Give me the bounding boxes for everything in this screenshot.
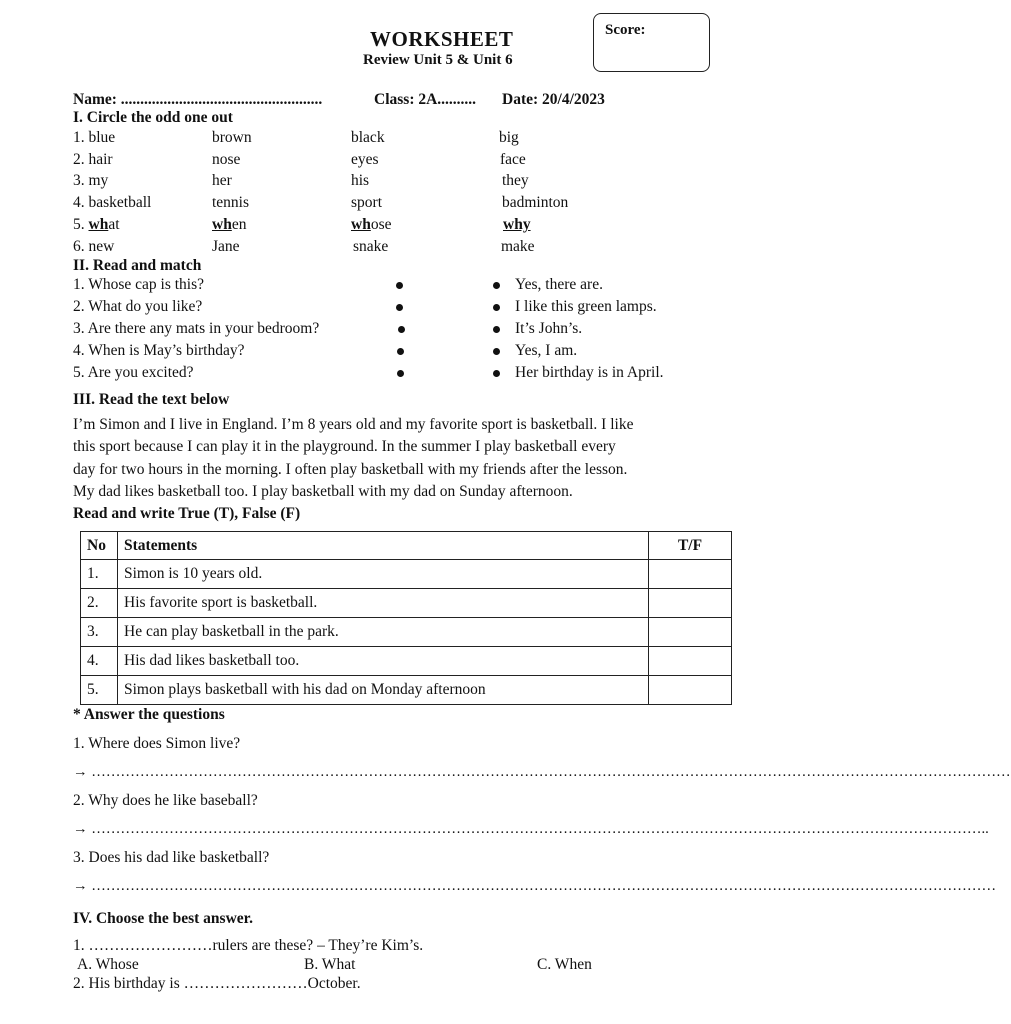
match-answer: I like this green lamps. <box>515 298 657 315</box>
word-rest: en <box>231 216 247 233</box>
match-question: 4. When is May’s birthday? <box>73 342 245 359</box>
odd-one-word[interactable]: 6. new <box>73 238 115 255</box>
statement: Simon plays basketball with his dad on Monday afternoon <box>118 676 649 705</box>
match-answer: It’s John’s. <box>515 320 583 337</box>
comprehension-question: 3. Does his dad like basketball? <box>73 849 270 866</box>
table-row <box>81 618 732 647</box>
section2-title: II. Read and match <box>73 257 202 274</box>
choice-option[interactable]: B. What <box>304 956 356 973</box>
date-field: Date: 20/4/2023 <box>502 91 605 108</box>
odd-one-word[interactable]: snake <box>353 238 389 255</box>
odd-one-word[interactable]: brown <box>212 129 252 146</box>
table-row <box>81 560 732 589</box>
odd-one-word[interactable]: face <box>500 151 526 168</box>
odd-one-word[interactable]: 2. hair <box>73 151 113 168</box>
match-question: 3. Are there any mats in your bedroom? <box>73 320 320 337</box>
passage-line: day for two hours in the morning. I often play basketball with my friends after the lesson. <box>73 460 628 478</box>
section3-title: III. Read the text below <box>73 391 230 408</box>
match-dot-right[interactable] <box>493 304 500 311</box>
underlined-letters: wh <box>212 216 232 233</box>
odd-one-word[interactable] <box>73 216 120 234</box>
odd-one-word[interactable]: Jane <box>212 238 240 255</box>
underlined-letters: wh <box>351 216 371 233</box>
row-number: 4. <box>81 647 118 676</box>
match-answer: Yes, I am. <box>515 342 578 359</box>
column-header: Statements <box>118 532 649 560</box>
row-number: 5. <box>81 676 118 705</box>
match-dot-left[interactable] <box>398 326 405 333</box>
word-rest: ose <box>370 216 392 233</box>
table-row <box>81 589 732 618</box>
score-box <box>593 13 710 72</box>
score-label: Score: <box>605 22 646 38</box>
match-answer: Yes, there are. <box>515 276 603 293</box>
odd-one-word[interactable]: her <box>212 172 232 189</box>
class-field[interactable]: Class: 2A.......... <box>374 91 477 108</box>
odd-one-word[interactable]: they <box>502 172 529 189</box>
match-question: 2. What do you like? <box>73 298 203 315</box>
answer-line[interactable]: → ……………………………………………………………………………………………………………………………………………………………………… <box>73 764 1011 780</box>
underlined-letters: why <box>503 216 531 233</box>
worksheet-subtitle: Review Unit 5 & Unit 6 <box>363 52 513 68</box>
match-dot-left[interactable] <box>397 370 404 377</box>
match-question: 5. Are you excited? <box>73 364 194 381</box>
section1-title: I. Circle the odd one out <box>73 109 233 126</box>
match-dot-left[interactable] <box>396 304 403 311</box>
odd-one-word[interactable]: badminton <box>502 194 569 211</box>
odd-one-word[interactable]: big <box>499 129 519 146</box>
statement: His dad likes basketball too. <box>118 647 649 676</box>
column-header: No <box>81 532 118 560</box>
column-header: T/F <box>649 532 732 560</box>
odd-one-word[interactable]: his <box>351 172 370 189</box>
reading-passage <box>73 414 738 503</box>
comprehension-question: 2. Why does he like baseball? <box>73 792 258 809</box>
row-number: 5. <box>73 216 89 233</box>
tf-answer-cell[interactable] <box>649 647 732 676</box>
answer-line[interactable]: → ………………………………………………………………………………………………………………………………………………………………….. <box>73 821 989 837</box>
table-row <box>81 647 732 676</box>
choice-option[interactable]: A. Whose <box>77 956 139 973</box>
underlined-letters: wh <box>88 216 109 233</box>
choice-question: 2. His birthday is ……………………October. <box>73 975 361 992</box>
match-dot-left[interactable] <box>396 282 403 289</box>
row-number: 3. <box>81 618 118 647</box>
choice-question: 1. ……………………rulers are these? – They’re Kim’s. <box>73 937 424 954</box>
section4-title: IV. Choose the best answer. <box>73 910 253 927</box>
word-rest: at <box>108 216 120 233</box>
true-false-title: Read and write True (T), False (F) <box>73 505 301 522</box>
odd-one-word[interactable]: make <box>501 238 535 255</box>
match-dot-right[interactable] <box>493 370 500 377</box>
odd-one-word[interactable] <box>503 216 531 234</box>
worksheet-title: WORKSHEET <box>370 27 514 51</box>
statement: His favorite sport is basketball. <box>118 589 649 618</box>
match-dot-right[interactable] <box>493 282 500 289</box>
table-row <box>81 676 732 705</box>
statement: He can play basketball in the park. <box>118 618 649 647</box>
answer-questions-title: * Answer the questions <box>73 706 225 723</box>
row-number: 2. <box>81 589 118 618</box>
odd-one-word[interactable] <box>212 216 246 234</box>
odd-one-word[interactable]: nose <box>212 151 241 168</box>
odd-one-word[interactable] <box>351 216 392 234</box>
passage-line: My dad likes basketball too. I play basketball with my dad on Sunday afternoon. <box>73 482 573 500</box>
odd-one-word[interactable]: 4. basketball <box>73 194 152 211</box>
odd-one-word[interactable]: eyes <box>351 151 379 168</box>
table-header-row <box>81 532 732 560</box>
passage-line: I’m Simon and I live in England. I’m 8 years old and my favorite sport is basketball. I like <box>73 416 634 433</box>
tf-answer-cell[interactable] <box>649 589 732 618</box>
odd-one-word[interactable]: 1. blue <box>73 129 116 146</box>
match-answer: Her birthday is in April. <box>515 364 664 381</box>
odd-one-word[interactable]: black <box>351 129 385 146</box>
match-question: 1. Whose cap is this? <box>73 276 205 293</box>
match-dot-right[interactable] <box>493 348 500 355</box>
comprehension-question: 1. Where does Simon live? <box>73 735 241 752</box>
odd-one-word[interactable]: tennis <box>212 194 250 211</box>
match-dot-right[interactable] <box>493 326 500 333</box>
true-false-table <box>80 531 732 705</box>
tf-answer-cell[interactable] <box>649 676 732 705</box>
statement: Simon is 10 years old. <box>118 560 649 589</box>
row-number: 1. <box>81 560 118 589</box>
tf-answer-cell[interactable] <box>649 618 732 647</box>
match-dot-left[interactable] <box>397 348 404 355</box>
tf-answer-cell[interactable] <box>649 560 732 589</box>
odd-one-word[interactable]: sport <box>351 194 382 211</box>
passage-line: this sport because I can play it in the playground. In the summer I play basketball every <box>73 438 616 456</box>
answer-line[interactable]: → …………………………………………………………………………………………………………………………………………………………………… <box>73 878 997 894</box>
odd-one-word[interactable]: 3. my <box>73 172 109 189</box>
choice-option[interactable]: C. When <box>537 956 592 973</box>
name-field[interactable]: Name: .................................................... <box>73 91 323 108</box>
